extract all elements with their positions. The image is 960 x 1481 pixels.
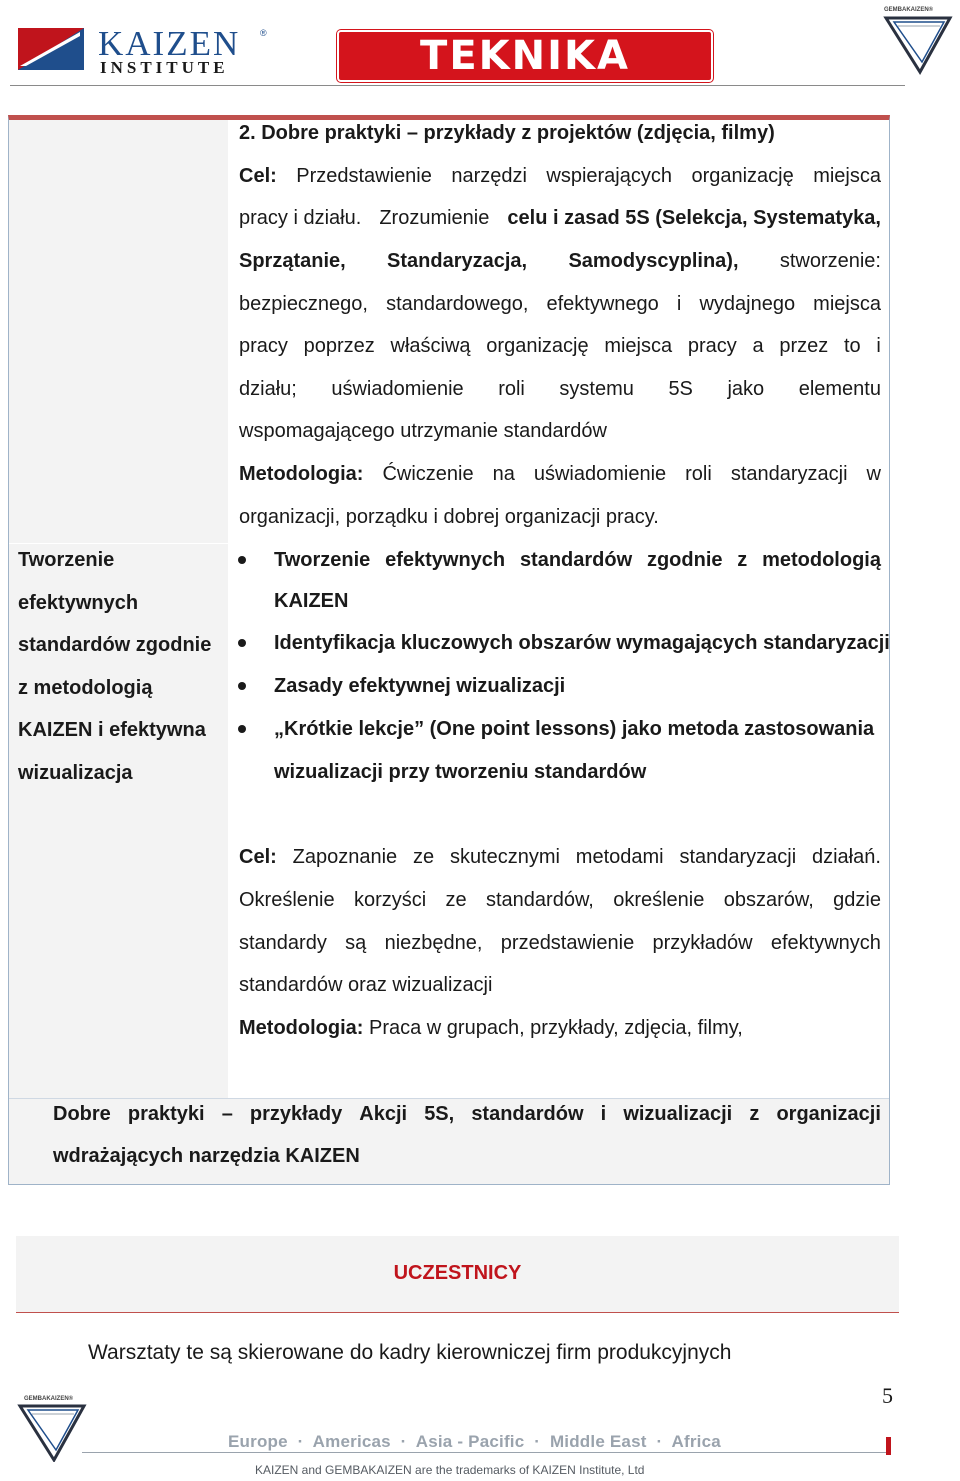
word: efektywnego: [546, 293, 659, 315]
footer-accent-bar: [886, 1437, 891, 1455]
text-line: [239, 922, 881, 965]
module-title-line: wizualizacja: [18, 761, 133, 784]
word: poprzez: [303, 335, 375, 357]
word: Sprzątanie,: [239, 250, 346, 272]
word: praktyki: [127, 1103, 205, 1125]
word: przykłady: [249, 1103, 343, 1125]
word: –: [221, 1103, 233, 1125]
word: standaryzacji: [679, 846, 797, 868]
text-line: [239, 197, 881, 240]
word: celu i zasad 5S (Selekcja, Systematyka,: [507, 207, 881, 229]
word: organizację: [691, 165, 794, 187]
word: wspierających: [546, 165, 672, 187]
word: wspomagającego utrzymanie standardów: [239, 420, 607, 442]
word: ze: [412, 846, 435, 868]
word: to: [844, 335, 861, 357]
goal-label: Cel:: [239, 165, 277, 187]
gembakaizen-footer-logo-icon: [16, 1392, 88, 1462]
word: miejsca: [813, 293, 881, 315]
word: działań.: [811, 846, 881, 868]
word: standardów oraz wizualizacji: [239, 974, 493, 996]
word: ze: [445, 889, 467, 911]
participants-text: Warsztaty te są skierowane do kadry kierowniczej firm produkcyjnych: [88, 1341, 732, 1364]
word: przedstawienie: [500, 932, 635, 954]
method-label: Metodologia:: [239, 463, 364, 485]
word: systemu: [559, 378, 634, 400]
word: korzyści: [353, 889, 427, 911]
module-title-line: z metodologią: [18, 676, 153, 699]
word: gdzie: [833, 889, 881, 911]
word: pracy: [687, 335, 737, 357]
kaizen-logo-text: KAIZEN: [98, 24, 241, 63]
page-number: 5: [882, 1383, 893, 1408]
participants-title: UCZESTNICY: [393, 1262, 522, 1284]
word: przez: [779, 335, 829, 357]
list-item: Identyfikacja kluczowych obszarów wymagających standaryzacji: [274, 632, 890, 654]
word: 5S,: [424, 1103, 455, 1125]
text-line: [239, 453, 881, 496]
kaizen-flag-icon: [18, 28, 84, 70]
footer-regions: Europe · Americas · Asia - Pacific · Middle East · Africa: [228, 1432, 721, 1451]
text-line: [239, 410, 881, 453]
word: z: [737, 549, 748, 571]
word: wydajnego: [699, 293, 796, 315]
word: Tworzenie: [274, 549, 371, 571]
word: Dobre: [53, 1103, 111, 1125]
word: pracy i działu.: [239, 207, 362, 229]
word: Zrozumienie: [379, 207, 490, 229]
word: standardów: [471, 1103, 584, 1125]
text-line: [239, 1007, 881, 1050]
list-item: „Krótkie lekcje” (One point lessons) jako metoda zastosowania: [274, 718, 875, 740]
word: bezpiecznego,: [239, 293, 368, 315]
word: standardowego,: [386, 293, 529, 315]
gembakaizen-logo-text: GEMBAKAIZEN®: [884, 7, 934, 13]
word: stworzenie:: [779, 250, 881, 272]
word: jako: [727, 378, 765, 400]
module-title-line: Tworzenie: [18, 549, 115, 571]
word: elementu: [798, 378, 881, 400]
word: metodologią: [762, 549, 881, 571]
footer-divider: [82, 1452, 888, 1453]
word: Standaryzacja,: [387, 250, 528, 272]
word: a: [752, 335, 764, 357]
word: Samodyscyplina),: [568, 250, 739, 272]
word: Akcji: [359, 1103, 408, 1125]
word: standardy: [239, 932, 327, 954]
goal-label: Cel:: [239, 846, 277, 868]
word: Przedstawienie: [296, 165, 432, 187]
word: i: [676, 293, 682, 315]
text-line: [239, 964, 881, 1007]
bullet-icon: [238, 725, 246, 733]
word: Określenie: [239, 889, 335, 911]
text-line: [239, 325, 881, 368]
word: uświadomienie: [331, 378, 464, 400]
word: działu;: [239, 378, 297, 400]
word: miejsca: [604, 335, 673, 357]
word: organizacji: [776, 1103, 881, 1125]
teknika-logo: TEKNIKA: [337, 30, 713, 82]
module-title-line: standardów zgodnie: [18, 634, 212, 657]
word: miejsca: [813, 165, 881, 187]
word: metodami: [575, 846, 664, 868]
text-line: [239, 496, 881, 539]
section-heading: 2. Dobre praktyki – przykłady z projektów (zdjęcia, filmy): [239, 122, 775, 144]
word: przykładów: [652, 932, 753, 954]
word: wizualizacji: [623, 1103, 733, 1125]
bullet-icon: [238, 682, 246, 690]
list-item-continuation: wizualizacji przy tworzeniu standardów: [274, 761, 647, 783]
text-line: [239, 879, 881, 922]
bullet-icon: [238, 556, 246, 564]
word: w: [866, 463, 881, 485]
word: z: [749, 1103, 760, 1125]
method-text: Praca w grupach, przykłady, zdjęcia, filmy,: [363, 1017, 743, 1039]
module-title-line: KAIZEN i efektywna: [18, 719, 206, 742]
word: Zapoznanie: [292, 846, 398, 868]
word: 5S: [668, 378, 693, 400]
word: standardów: [519, 549, 633, 571]
text-line: wdrażających narzędzia KAIZEN: [53, 1145, 360, 1167]
word: standaryzacji: [730, 463, 848, 485]
kaizen-logo-subtitle: INSTITUTE: [100, 58, 229, 77]
word: są: [345, 932, 367, 954]
word: uświadomienie: [533, 463, 667, 485]
text-line: [239, 368, 881, 411]
word: niezbędne,: [384, 932, 483, 954]
word: na: [492, 463, 515, 485]
method-label: Metodologia:: [239, 1017, 364, 1039]
word: roli: [685, 463, 712, 485]
bullet-icon: [238, 639, 246, 647]
footer-trademark: KAIZEN and GEMBAKAIZEN are the trademarks of KAIZEN Institute, Ltd: [255, 1463, 645, 1477]
text-line: [239, 836, 881, 879]
word: i: [600, 1103, 607, 1125]
text-line: [239, 240, 881, 283]
text-line: [53, 1093, 881, 1136]
word: standardów,: [486, 889, 594, 911]
word: efektywnych: [770, 932, 881, 954]
word: roli: [498, 378, 525, 400]
text-line: [239, 283, 881, 326]
gembakaizen-footer-logo-text: GEMBAKAIZEN®: [24, 1396, 74, 1402]
header-divider: [10, 85, 905, 86]
word: organizacji, porządku i dobrej organizacji pracy.: [239, 506, 659, 528]
list-item-continuation: KAIZEN: [274, 590, 349, 612]
word: pracy: [239, 335, 288, 357]
kaizen-institute-logo: [18, 24, 268, 77]
word: właściwą: [390, 335, 471, 357]
word: skutecznymi: [449, 846, 560, 868]
word: określenie: [613, 889, 705, 911]
module-title-line: efektywnych: [18, 591, 139, 614]
word: Ćwiczenie: [382, 463, 474, 485]
kaizen-registered-mark: ®: [260, 28, 267, 38]
text-line: [239, 155, 881, 198]
word: i: [876, 335, 881, 357]
word: organizację: [486, 335, 589, 357]
list-item: Zasady efektywnej wizualizacji: [274, 675, 566, 697]
word: narzędzi: [451, 165, 527, 187]
word: zgodnie: [646, 549, 723, 571]
list-item: [274, 539, 881, 582]
module-title: [18, 539, 223, 795]
word: obszarów,: [723, 889, 814, 911]
gembakaizen-logo-icon: [878, 4, 958, 76]
word: efektywnych: [385, 549, 506, 571]
